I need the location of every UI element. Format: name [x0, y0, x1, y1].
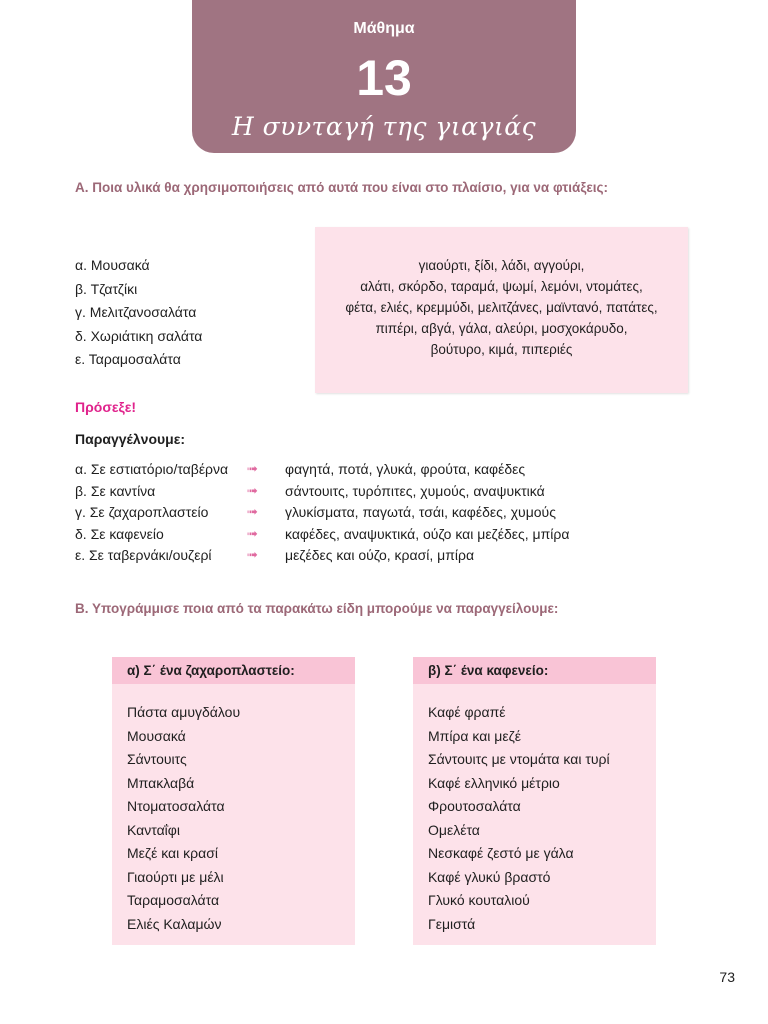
order-place: δ. Σε καφενείο — [75, 525, 164, 542]
list-item[interactable]: Σάντουιτς με ντομάτα και τυρί — [428, 751, 610, 767]
list-item[interactable]: Γιαούρτι με μέλι — [127, 868, 224, 885]
list-item[interactable]: Ταραμοσαλάτα — [127, 892, 220, 908]
attention-label: Πρόσεξε! — [75, 399, 137, 415]
list-item[interactable]: Γεμιστά — [428, 915, 476, 932]
order-list — [75, 459, 675, 567]
lesson-header — [192, 0, 576, 153]
list-item[interactable]: Μπίρα και μεζέ — [428, 727, 522, 744]
pastry-shop-heading: α) Σ΄ ένα ζαχαροπλαστείο: — [112, 657, 355, 684]
list-item[interactable]: Νεσκαφέ ζεστό με γάλα — [428, 845, 574, 861]
list-item[interactable]: Κανταΐφι — [127, 821, 180, 838]
ingredients-line: φέτα, ελιές, κρεμμύδι, μελιτζάνες, μαϊντανό, πατάτες, — [345, 300, 658, 315]
order-row — [75, 459, 675, 481]
lesson-label: Μάθημα — [353, 20, 415, 37]
list-item[interactable]: Μεζέ και κρασί — [127, 845, 218, 861]
page-number: 73 — [719, 969, 735, 985]
order-items: γλυκίσματα, παγωτά, τσάι, καφέδες, χυμούς — [285, 504, 556, 520]
cafe-box — [413, 657, 656, 945]
order-row — [75, 545, 675, 567]
order-place: β. Σε καντίνα — [75, 482, 156, 499]
ingredients-line: γιαούρτι, ξίδι, λάδι, αγγούρι, — [418, 258, 585, 273]
list-item[interactable]: Γλυκό κουταλιού — [428, 892, 530, 908]
list-item[interactable]: Ομελέτα — [428, 821, 480, 838]
list-item[interactable]: Φρουτοσαλάτα — [428, 798, 521, 814]
list-item[interactable]: Μπακλαβά — [127, 774, 195, 791]
list-item[interactable]: Πάστα αμυγδάλου — [127, 704, 241, 720]
order-place: α. Σε εστιατόριο/ταβέρνα — [75, 461, 229, 477]
dish-item: β. Τζατζίκι — [75, 280, 138, 297]
dish-item: α. Μουσακά — [75, 257, 150, 273]
cafe-list — [413, 684, 656, 937]
list-item[interactable]: Καφέ φραπέ — [428, 704, 506, 720]
order-items: καφέδες, αναψυκτικά, ούζο και μεζέδες, μπίρα — [285, 525, 570, 542]
lesson-number: 13 — [356, 50, 412, 106]
ingredients-line: βούτυρο, κιμά, πιπεριές — [430, 342, 573, 357]
pastry-shop-list — [112, 684, 355, 937]
list-item[interactable]: Καφέ γλυκύ βραστό — [428, 868, 551, 885]
dish-item: γ. Μελιτζανοσαλάτα — [75, 304, 197, 320]
arrow-icon: ➟ — [247, 504, 258, 519]
list-item[interactable]: Ντοματοσαλάτα — [127, 798, 225, 814]
list-item[interactable]: Ελιές Καλαμών — [127, 915, 222, 932]
order-items: μεζέδες και ούζο, κρασί, μπίρα — [285, 547, 475, 563]
lesson-title: Η συνταγή της γιαγιάς — [231, 112, 537, 141]
section-a-title: Α. Ποια υλικά θα χρησιμοποιήσεις από αυτά που είναι στο πλαίσιο, για να φτιάξεις: — [75, 180, 609, 195]
pastry-shop-box — [112, 657, 355, 945]
order-place: ε. Σε ταβερνάκι/ουζερί — [75, 547, 212, 563]
dish-item: ε. Ταραμοσαλάτα — [75, 351, 181, 367]
cafe-heading: β) Σ΄ ένα καφενείο: — [413, 657, 656, 684]
ingredients-line: αλάτι, σκόρδο, ταραμά, ψωμί, λεμόνι, ντομάτες, — [360, 279, 643, 294]
order-row — [75, 502, 675, 524]
list-item[interactable]: Μουσακά — [127, 727, 186, 744]
order-row — [75, 524, 675, 546]
list-item[interactable]: Καφέ ελληνικό μέτριο — [428, 774, 560, 791]
order-items: φαγητά, ποτά, γλυκά, φρούτα, καφέδες — [285, 461, 526, 477]
order-place: γ. Σε ζαχαροπλαστείο — [75, 504, 209, 520]
ingredients-box — [315, 227, 688, 393]
arrow-icon: ➟ — [247, 461, 258, 476]
ingredients-line: πιπέρι, αβγά, γάλα, αλεύρι, μοσχοκάρυδο, — [375, 321, 628, 336]
order-title: Παραγγέλνουμε: — [75, 431, 186, 447]
dish-item: δ. Χωριάτικη σαλάτα — [75, 327, 203, 344]
order-row — [75, 481, 675, 503]
list-item[interactable]: Σάντουιτς — [127, 751, 187, 767]
order-items: σάντουιτς, τυρόπιτες, χυμούς, αναψυκτικά — [285, 482, 545, 499]
section-b-title: Β. Υπογράμμισε ποια από τα παρακάτω είδη μπορούμε να παραγγείλουμε: — [75, 601, 559, 616]
arrow-icon: ➟ — [247, 525, 258, 541]
arrow-icon: ➟ — [247, 547, 258, 562]
dish-list — [75, 255, 202, 373]
arrow-icon: ➟ — [247, 482, 258, 498]
